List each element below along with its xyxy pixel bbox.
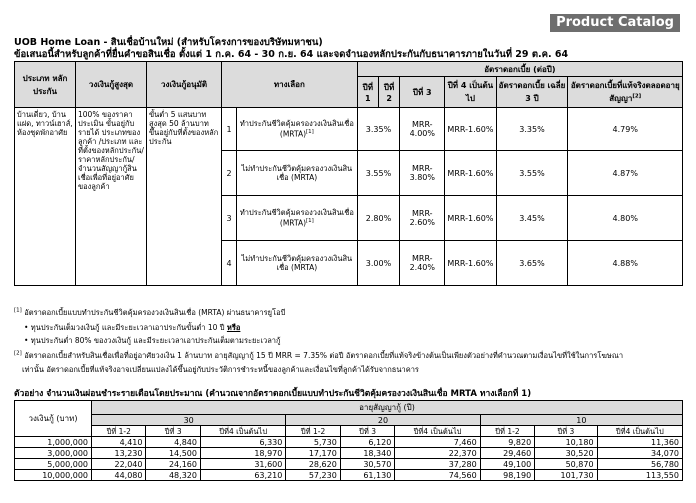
payment-value: 7,460 — [395, 437, 480, 448]
payment-value: 18,340 — [340, 448, 394, 459]
option-label — [237, 196, 358, 241]
header-year-3: ปีที่ 3 — [400, 77, 445, 108]
table-row — [15, 448, 683, 459]
footnote-2-mark: [2] — [14, 350, 22, 357]
payment-value: 13,230 — [92, 448, 146, 459]
footnote-1b: • ทุนประกันต่ำ 80% ของวงเงินกู้ และมีระยะเวลาเอาประกันเต็มตามระยะเวลากู้ — [24, 336, 281, 345]
payment-value: 6,120 — [340, 437, 394, 448]
sub-year-1-2: ปีที่ 1-2 — [480, 426, 534, 437]
header-year-1: ปีที่ 1 — [357, 77, 378, 108]
footnote-1a — [24, 322, 240, 334]
footnote-2-text: อัตราดอกเบี้ยสำหรับสินเชื่อเพื่อที่อยู่อาศัยวงเงิน 1 ล้านบาท อายุสัญญากู้ 15 ปี MRR = 7.35% ต่อปี อัตราดอกเบี้ยที่แท้จริงข้างต้นเป็นเพียงตัวอย่างที่คำนวณตามเงื่อนไขที่ใช้ในการโฆษณา — [24, 351, 624, 360]
rate-year-4: MRR-1.60% — [445, 196, 496, 241]
footnote-2 — [14, 350, 623, 362]
rate-year-4: MRR-1.60% — [445, 241, 496, 286]
payment-value: 74,560 — [395, 470, 480, 481]
rate-year-4: MRR-1.60% — [445, 151, 496, 196]
option-text: ไม่ทำประกันชีวิตคุ้มครองวงเงินสินเชื่อ (MRTA) — [241, 254, 353, 272]
term-30: 30 — [92, 415, 286, 426]
rate-effective: 4.87% — [568, 151, 683, 196]
collateral-type-cell: บ้านเดี่ยว, บ้านแฝด, ทาวน์เฮาส์, ห้องชุดพักอาศัย — [15, 108, 76, 286]
page-subtitle: ข้อเสนอนี้สำหรับลูกค้าที่ยื่นคำขอสินเชื่อ ตั้งแต่ 1 ก.ค. 64 - 30 ก.ย. 64 และจดจำนองหลักประกันกับธนาคารภายในวันที่ 29 ต.ค. 64 — [14, 49, 569, 60]
payment-value: 61,130 — [340, 470, 394, 481]
option-text: ทำประกันชีวิตคุ้มครองวงเงินสินเชื่อ (MRTA) — [239, 119, 354, 139]
max-loan-cell: 100% ของราคาประเมิน ขั้นอยู่กับรายได้ ประเภทของลูกค้า /ประเภท และที่ตั้งของหลักประกัน/ราคาหลักประกัน/จำนวนสัญญากู้สินเชื่อเพื่อที่อยู่อาศัยของลูกค้า — [76, 108, 147, 286]
sub-year-1-2: ปีที่ 1-2 — [286, 426, 340, 437]
payment-value: 113,550 — [597, 470, 682, 481]
footnote-1 — [14, 307, 285, 319]
header-year-2: ปีที่ 2 — [378, 77, 399, 108]
payment-value: 9,820 — [480, 437, 534, 448]
option-footnote: [1] — [306, 129, 314, 136]
loan-amount: 5,000,000 — [15, 459, 92, 470]
approved-loan-cell: ขั้นต่ำ 5 แสนบาท สูงสุด 50 ล้านบาท ขึ้นอยู่กับที่ตั้งของหลักประกัน — [147, 108, 222, 286]
option-label — [237, 108, 358, 151]
rate-average: 3.55% — [496, 151, 568, 196]
loan-amount: 1,000,000 — [15, 437, 92, 448]
payment-value: 29,460 — [480, 448, 534, 459]
footnote-1a-text: • ทุนประกันเต็มวงเงินกู้ และมีระยะเวลาเอาประกันขั้นต่ำ 10 ปี — [24, 323, 225, 332]
option-number: 4 — [222, 241, 237, 286]
payment-value: 17,170 — [286, 448, 340, 459]
header-effective-rate-footnote: [2] — [632, 93, 642, 100]
footnote-1-text: อัตราดอกเบี้ยแบบทำประกันชีวิตคุ้มครองวงเงินสินเชื่อ (MRTA) ผ่านธนาคารยูโอบี — [24, 308, 286, 317]
payment-value: 37,280 — [395, 459, 480, 470]
payment-value: 14,500 — [146, 448, 200, 459]
payment-value: 30,520 — [535, 448, 597, 459]
term-20: 20 — [286, 415, 480, 426]
option-footnote: [1] — [306, 218, 314, 225]
header-loan-term: อายุสัญญากู้ (ปี) — [92, 401, 683, 415]
payment-value: 50,870 — [535, 459, 597, 470]
rate-effective: 4.79% — [568, 108, 683, 151]
sub-year-3: ปีที่ 3 — [535, 426, 597, 437]
payment-value: 98,190 — [480, 470, 534, 481]
header-option: ทางเลือก — [222, 62, 358, 108]
header-approved-loan: วงเงินกู้อนุมัติ — [147, 62, 222, 108]
payment-value: 4,840 — [146, 437, 200, 448]
header-effective-rate-label: อัตราดอกเบี้ยที่แท้จริงตลอดอายุสัญญา — [570, 81, 680, 103]
header-average-rate: อัตราดอกเบี้ย เฉลี่ย 3 ปี — [496, 77, 568, 108]
footnote-1-mark: [1] — [14, 307, 22, 314]
rate-average: 3.65% — [496, 241, 568, 286]
rate-year-1-2: 3.55% — [357, 151, 400, 196]
table-row — [15, 437, 683, 448]
example-body — [15, 437, 683, 481]
rate-year-1-2: 3.35% — [357, 108, 400, 151]
sub-year-4: ปีที่4 เป็นต้นไป — [200, 426, 285, 437]
table-row — [15, 470, 683, 481]
page-title: UOB Home Loan - สินเชื่อบ้านใหม่ (สำหรับโครงการของบริษัทมหาชน) — [14, 37, 323, 48]
sub-year-4: ปีที่4 เป็นต้นไป — [597, 426, 682, 437]
option-number: 3 — [222, 196, 237, 241]
payment-value: 34,070 — [597, 448, 682, 459]
payment-value: 44,080 — [92, 470, 146, 481]
footnote-1a-or: หรือ — [226, 323, 241, 332]
product-catalog-tag: Product Catalog — [550, 14, 680, 32]
rate-year-1-2: 3.00% — [357, 241, 400, 286]
header-effective-rate — [568, 77, 683, 108]
payment-value: 56,780 — [597, 459, 682, 470]
header-max-loan: วงเงินกู้สูงสุด — [76, 62, 147, 108]
table-row — [15, 459, 683, 470]
rate-year-3: MRR-4.00% — [400, 108, 445, 151]
loan-amount: 3,000,000 — [15, 448, 92, 459]
payment-value: 31,600 — [200, 459, 285, 470]
term-10: 10 — [480, 415, 682, 426]
footnote-2b: เท่านั้น อัตราดอกเบี้ยที่แท้จริงอาจเปลี่ยนแปลงได้ขึ้นอยู่กับประวัติการชำระหนี้ของลูกค้าและเงื่อนไขที่ลูกค้าได้รับจากธนาคาร — [22, 365, 419, 374]
rate-average: 3.45% — [496, 196, 568, 241]
payment-value: 11,360 — [597, 437, 682, 448]
example-title: ตัวอย่าง จำนวนเงินผ่อนชำระรายเดือนโดยประมาณ (คำนวณจากอัตราดอกเบี้ยแบบทำประกันชีวิตคุ้มครองวงเงินสินเชื่อ MRTA ทางเลือกที่ 1) — [14, 389, 532, 399]
loan-amount: 10,000,000 — [15, 470, 92, 481]
header-interest-rate: อัตราดอกเบี้ย (ต่อปี) — [357, 62, 682, 77]
payment-value: 30,570 — [340, 459, 394, 470]
sub-year-4: ปีที่4 เป็นต้นไป — [395, 426, 480, 437]
rate-year-3: MRR-2.40% — [400, 241, 445, 286]
payment-value: 10,180 — [535, 437, 597, 448]
rate-effective: 4.88% — [568, 241, 683, 286]
payment-value: 18,970 — [200, 448, 285, 459]
rate-average: 3.35% — [496, 108, 568, 151]
rate-year-1-2: 2.80% — [357, 196, 400, 241]
option-text: ไม่ทำประกันชีวิตคุ้มครองวงเงินสินเชื่อ (MRTA) — [241, 164, 353, 182]
payment-value: 5,730 — [286, 437, 340, 448]
sub-year-3: ปีที่ 3 — [340, 426, 394, 437]
payment-value: 49,100 — [480, 459, 534, 470]
payment-value: 48,320 — [146, 470, 200, 481]
option-number: 2 — [222, 151, 237, 196]
rate-year-3: MRR-3.80% — [400, 151, 445, 196]
rate-year-4: MRR-1.60% — [445, 108, 496, 151]
payment-value: 6,330 — [200, 437, 285, 448]
payment-value: 22,040 — [92, 459, 146, 470]
header-collateral-type: ประเภท หลักประกัน — [15, 62, 76, 108]
payment-value: 24,160 — [146, 459, 200, 470]
header-loan-amount: วงเงินกู้ (บาท) — [15, 401, 92, 437]
option-number: 1 — [222, 108, 237, 151]
rate-table — [14, 61, 683, 286]
rate-year-3: MRR-2.60% — [400, 196, 445, 241]
sub-year-3: ปีที่ 3 — [146, 426, 200, 437]
payment-value: 28,620 — [286, 459, 340, 470]
payment-value: 4,410 — [92, 437, 146, 448]
payment-value: 101,730 — [535, 470, 597, 481]
option-label — [237, 151, 358, 196]
sub-year-1-2: ปีที่ 1-2 — [92, 426, 146, 437]
rate-effective: 4.80% — [568, 196, 683, 241]
payment-example-table — [14, 400, 683, 481]
payment-value: 63,210 — [200, 470, 285, 481]
option-label — [237, 241, 358, 286]
payment-value: 57,230 — [286, 470, 340, 481]
header-year-4: ปีที่ 4 เป็นต้นไป — [445, 77, 496, 108]
option-text: ทำประกันชีวิตคุ้มครองวงเงินสินเชื่อ (MRTA) — [239, 208, 354, 228]
payment-value: 22,370 — [395, 448, 480, 459]
